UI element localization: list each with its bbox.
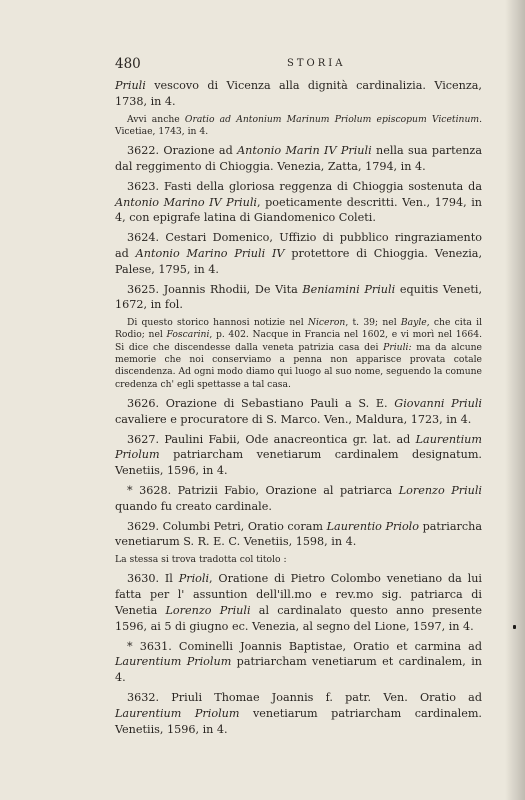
italic-text: Giovanni Priuli [394,396,482,410]
note-paragraph [115,317,482,391]
text-run: Vicetiae, 1743, in 4. [115,125,209,137]
text-run: patriarcham venetiarum cardinalem designatum. Venetiis, 1596, in 4. [115,448,482,478]
text-run: equitis Veneti, 1672, in fol. [115,282,483,312]
text-run: , t. 39; nel [345,317,401,329]
text-run: , poeticamente descritti. Ven., 1794, in 4, con epigrafe latina di Giandomenico Coleti. [115,195,482,225]
italic-text: Laurentium Priolum [115,432,482,462]
italic-text: Foscarini [166,329,210,341]
page-number: 480 [115,56,141,72]
italic-text: Laurentium Priolum [115,655,232,669]
entry-paragraph [115,483,482,515]
page-header [115,56,480,74]
italic-text: Prioli [178,572,210,586]
text-run: 3630. Il [127,572,179,586]
running-title: STORIA [287,58,346,69]
text-run: protettore di Chioggia. Venezia, Palese, 1795, in 4. [115,246,483,276]
entry-paragraph [115,282,482,314]
text-run: 3629. Columbi Petri, Oratio coram [127,519,327,533]
text-run: 3626. Orazione di Sebastiano Pauli a S. E. [127,396,395,410]
italic-text: Niceron [307,317,346,329]
text-run: cavaliere e procuratore di S. Marco. Ven., Maldura, 1723, in 4. [115,412,472,426]
text-run: 3623. Fasti della gloriosa reggenza di Chioggia sostenuta da [127,179,482,193]
text-run: Di questo storico hannosi notizie nel [127,317,308,329]
italic-text: Antonio Marino Priuli IV [135,246,285,260]
text-run: La stessa si trova tradotta col titolo : [115,554,287,566]
text-run: , Oratione di Pietro Colombo venetiano da lui fatta per l' assuntion dell'ill.mo e rev.mo sig. patriarca di Venetia [115,572,483,617]
ink-speck [513,625,516,629]
italic-text: Lorenzo Priuli [398,483,483,497]
italic-text: Laurentio Priolo [326,519,419,533]
italic-text: Beniamini Priuli [302,282,396,296]
entry-paragraph [115,179,482,226]
text-run: * 3631. Cominelli Joannis Baptistae, Oratio et carmina ad [127,639,482,653]
text-run: 3622. Orazione ad [127,144,238,158]
text-run: patriarcha venetiarum S. R. E. C. Venetiis, 1598, in 4. [115,519,482,549]
entry-paragraph [115,78,482,110]
page-body [115,78,482,741]
text-run: 3627. Paulini Fabii, Ode anacreontica gr. lat. ad [127,432,416,446]
text-run: venetiarum patriarcham cardinalem. Venetiis, 1596, in 4. [115,706,482,736]
text-run: 3624. Cestari Domenico, Uffizio di pubblico ringraziamento ad [115,231,482,260]
italic-text: Priuli: [383,341,412,353]
text-run: , che cita il Rodio; nel [115,317,483,341]
entry-paragraph [115,519,482,551]
italic-text: Bayle [400,317,427,329]
scan-edge-shadow [505,0,525,800]
entry-paragraph [115,230,482,277]
text-run: Avvi anche [127,113,185,125]
text-run: ma da alcune memorie che noi conserviamo a penna non apparisce provata cotale discendenza. Ad ogni modo diamo qui luogo al suo nome, seguendo la comune credenza ch' egli spettasse a tal casa. [115,341,482,390]
italic-text: Antonio Marin IV Priuli [237,144,372,158]
text-run: * 3628. Patrizii Fabio, Orazione al patriarca [127,483,399,497]
text-run: 3632. Priuli Thomae Joannis f. patr. Ven. Oratio ad [127,690,482,704]
note-paragraph [115,554,482,566]
text-run: al cardinalato questo anno presente 1596, ai 5 di giugno ec. Venezia, al segno del Lione, 1597, in 4. [115,604,482,633]
text-run: vescovo di Vicenza alla dignità cardinalizia. Vicenza, 1738, in 4. [115,79,482,108]
entry-paragraph [115,639,482,686]
note-paragraph [115,114,482,139]
text-run: quando fu creato cardinale. [115,499,272,513]
text-run: , p. 402. Nacque in Francia nel 1602, e vi morì nel 1664. Si dice che discendesse dalla veneta patrizia casa dei [115,329,483,353]
italic-text: Lorenzo Priuli [165,604,251,617]
italic-text: Oratio ad Antonium Marinum Priolum episcopum Vicetinum. [184,113,482,125]
italic-text: Laurentium Priolum [115,706,240,720]
italic-text: Priuli [115,79,146,92]
entry-paragraph [115,571,482,634]
entry-paragraph [115,396,482,428]
entry-paragraph [115,690,482,737]
text-run: nella sua partenza dal reggimento di Chioggia. Venezia, Zatta, 1794, in 4. [115,144,482,173]
text-run: patriarcham venetiarum et cardinalem, in 4. [115,655,482,685]
text-run: 3625. Joannis Rhodii, De Vita [127,282,303,296]
entry-paragraph [115,143,482,175]
italic-text: Antonio Marino IV Priuli [115,195,257,209]
entry-paragraph [115,432,482,479]
